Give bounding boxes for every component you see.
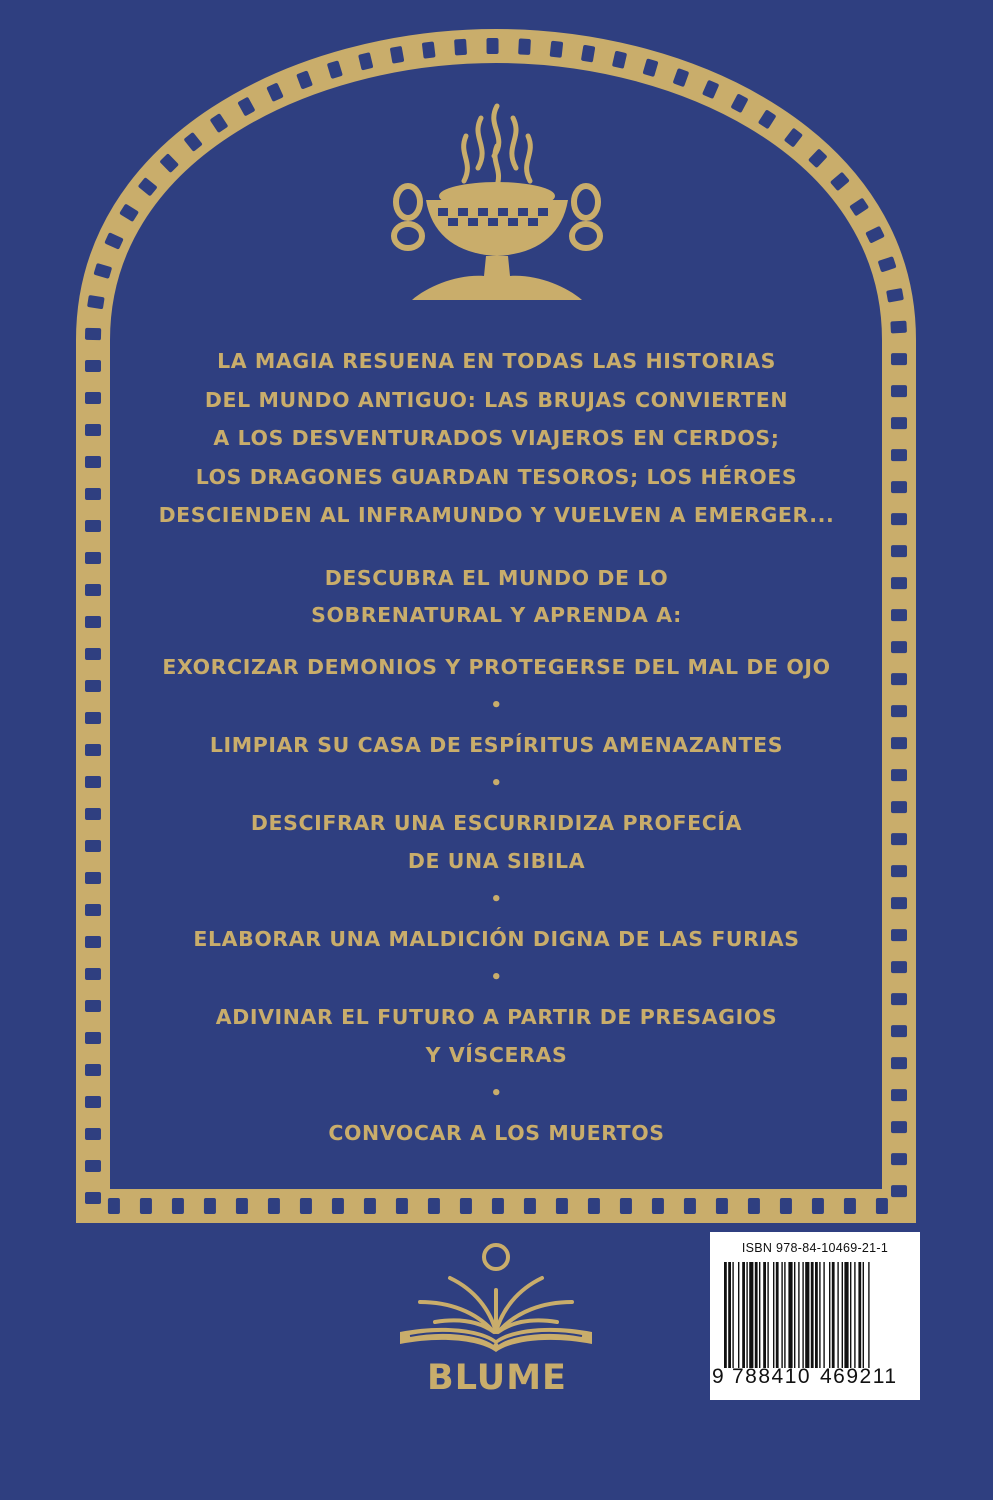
barcode-bar [863, 1262, 864, 1368]
frame-hole [891, 1025, 907, 1037]
frame-hole [85, 808, 101, 820]
list-item: DESCIFRAR UNA ESCURRIDIZA PROFECÍA [250, 811, 743, 835]
barcode-bar [842, 1262, 843, 1368]
frame-hole [891, 1121, 907, 1133]
frame-hole [85, 936, 101, 948]
barcode-bar [794, 1262, 795, 1368]
barcode-bar [732, 1262, 733, 1368]
frame-hole [460, 1198, 472, 1214]
barcode-bar [788, 1262, 792, 1368]
frame-hole [85, 424, 101, 436]
bullet-separator: • [490, 967, 503, 988]
list-item: CONVOCAR A LOS MUERTOS [328, 1121, 665, 1145]
frame-hole [396, 1198, 408, 1214]
barcode-bar [763, 1262, 766, 1368]
frame-hole [300, 1198, 312, 1214]
frame-hole [588, 1198, 600, 1214]
frame-hole [524, 1198, 536, 1214]
frame-hole [85, 1192, 101, 1204]
frame-hole [891, 385, 907, 397]
frame-hole [85, 1160, 101, 1172]
frame-hole [422, 41, 436, 58]
barcode-bar [815, 1262, 818, 1368]
barcode-bar [837, 1262, 838, 1368]
frame-hole [891, 993, 907, 1005]
frame-hole [891, 641, 907, 653]
heading-line: SOBRENATURAL Y APRENDA A: [311, 603, 682, 627]
frame-hole [890, 321, 907, 334]
frame-hole [85, 1128, 101, 1140]
barcode-bar [850, 1262, 851, 1368]
frame-hole [85, 712, 101, 724]
barcode-bar [858, 1262, 861, 1368]
publisher-name: BLUME [427, 1358, 567, 1398]
frame-hole [812, 1198, 824, 1214]
barcode-bar [819, 1262, 820, 1368]
barcode-bar [767, 1262, 768, 1368]
frame-hole [876, 1198, 888, 1214]
frame-hole [891, 801, 907, 813]
frame-hole [891, 929, 907, 941]
frame-hole [891, 705, 907, 717]
frame-hole [172, 1198, 184, 1214]
barcode-bar [784, 1262, 785, 1368]
barcode-bars [724, 1262, 910, 1368]
frame-hole [85, 840, 101, 852]
frame-hole [891, 577, 907, 589]
list-item: LIMPIAR SU CASA DE ESPÍRITUS AMENAZANTES [209, 733, 784, 757]
frame-hole [85, 360, 101, 372]
barcode-bar [805, 1262, 809, 1368]
heading-line: DESCUBRA EL MUNDO DE LO [324, 566, 669, 590]
barcode-bar [749, 1262, 753, 1368]
intro-line: LOS DRAGONES GUARDAN TESOROS; LOS HÉROES [195, 464, 798, 489]
list-item: Y VÍSCERAS [425, 1043, 568, 1067]
frame-hole [204, 1198, 216, 1214]
barcode-bar [802, 1262, 803, 1368]
barcode-bar [823, 1262, 824, 1368]
barcode-bar [844, 1262, 848, 1368]
frame-hole [556, 1198, 568, 1214]
frame-hole [891, 513, 907, 525]
list-item: EXORCIZAR DEMONIOS Y PROTEGERSE DEL MAL DE OJO [162, 655, 831, 679]
frame-hole [236, 1198, 248, 1214]
frame-hole [428, 1198, 440, 1214]
frame-hole [85, 552, 101, 564]
frame-hole [550, 41, 564, 58]
frame-hole [891, 417, 907, 429]
bullet-separator: • [490, 889, 503, 910]
barcode-bar [776, 1262, 779, 1368]
frame-hole [891, 609, 907, 621]
frame-hole [780, 1198, 792, 1214]
barcode-bar [728, 1262, 731, 1368]
bullet-separator: • [490, 773, 503, 794]
frame-hole [891, 673, 907, 685]
list-heading [120, 560, 873, 634]
barcode-bar [759, 1262, 760, 1368]
frame-hole [891, 1153, 907, 1165]
bullet-separator: • [490, 1083, 503, 1104]
barcode-digit-group-left: 788410 [732, 1365, 812, 1388]
frame-hole [891, 353, 907, 365]
frame-hole [891, 769, 907, 781]
barcode-digit-first: 9 [712, 1365, 724, 1388]
bullet-separator: • [490, 695, 503, 716]
barcode-bar [781, 1262, 782, 1368]
frame-hole [684, 1198, 696, 1214]
frame-hole [891, 481, 907, 493]
isbn-label: ISBN 978-84-10469-21-1 [741, 1241, 889, 1255]
barcode-bar [832, 1262, 835, 1368]
barcode-bar [854, 1262, 855, 1368]
frame-hole [891, 449, 907, 461]
intro-line: DESCIENDEN AL INFRAMUNDO Y VUELVEN A EMERGER... [158, 503, 835, 527]
frame-hole [652, 1198, 664, 1214]
frame-hole [891, 961, 907, 973]
list-item: ELABORAR UNA MALDICIÓN DIGNA DE LAS FURIAS [193, 927, 800, 951]
skills-list [120, 648, 873, 1152]
barcode-digit-group-right: 469211 [820, 1365, 898, 1388]
frame-hole [891, 1089, 907, 1101]
frame-hole [85, 648, 101, 660]
frame-hole [85, 1000, 101, 1012]
barcode-bar [746, 1262, 747, 1368]
frame-hole [85, 744, 101, 756]
frame-hole [85, 1032, 101, 1044]
intro-line: A LOS DESVENTURADOS VIAJEROS EN CERDOS; [213, 426, 780, 450]
frame-hole [108, 1198, 120, 1214]
frame-hole [891, 1185, 907, 1197]
barcode-bar [755, 1262, 758, 1368]
frame-hole [140, 1198, 152, 1214]
frame-hole [748, 1198, 760, 1214]
barcode-bar [868, 1262, 869, 1368]
list-item: DE UNA SIBILA [407, 849, 586, 873]
frame-hole [891, 897, 907, 909]
frame-hole [454, 39, 467, 56]
frame-hole [85, 456, 101, 468]
open-book-plant-icon [380, 1240, 612, 1360]
frame-hole [85, 872, 101, 884]
frame-hole [486, 38, 498, 54]
frame-hole [85, 392, 101, 404]
frame-hole [891, 865, 907, 877]
intro-line: DEL MUNDO ANTIGUO: LAS BRUJAS CONVIERTEN [204, 387, 789, 412]
intro-line: LA MAGIA RESUENA EN TODAS LAS HISTORIAS [217, 349, 776, 373]
frame-hole [85, 968, 101, 980]
frame-hole [620, 1198, 632, 1214]
frame-hole [85, 680, 101, 692]
frame-hole [364, 1198, 376, 1214]
barcode-bar [738, 1262, 739, 1368]
list-item: ADIVINAR EL FUTURO A PARTIR DE PRESAGIOS [215, 1005, 778, 1029]
frame-hole [891, 833, 907, 845]
frame-hole [518, 38, 531, 55]
frame-hole [85, 616, 101, 628]
frame-hole [85, 488, 101, 500]
frame-hole [85, 776, 101, 788]
frame-hole [87, 295, 105, 309]
barcode-bar [773, 1262, 774, 1368]
frame-hole [891, 1057, 907, 1069]
frame-hole [85, 584, 101, 596]
frame-hole [85, 328, 101, 340]
frame-hole [85, 904, 101, 916]
barcode-bar [811, 1262, 814, 1368]
frame-hole [891, 545, 907, 557]
frame-hole [844, 1198, 856, 1214]
barcode-bar [829, 1262, 830, 1368]
barcode-bar [724, 1262, 727, 1368]
frame-hole [85, 1096, 101, 1108]
isbn-barcode [710, 1232, 920, 1400]
frame-hole [268, 1198, 280, 1214]
intro-paragraph [120, 342, 873, 535]
frame-hole [332, 1198, 344, 1214]
barcode-bar [742, 1262, 745, 1368]
frame-hole [716, 1198, 728, 1214]
barcode-bar [798, 1262, 799, 1368]
frame-hole [85, 520, 101, 532]
flaming-brazier-icon [386, 96, 608, 306]
frame-hole [492, 1198, 504, 1214]
frame-hole [891, 737, 907, 749]
frame-hole [85, 1064, 101, 1076]
